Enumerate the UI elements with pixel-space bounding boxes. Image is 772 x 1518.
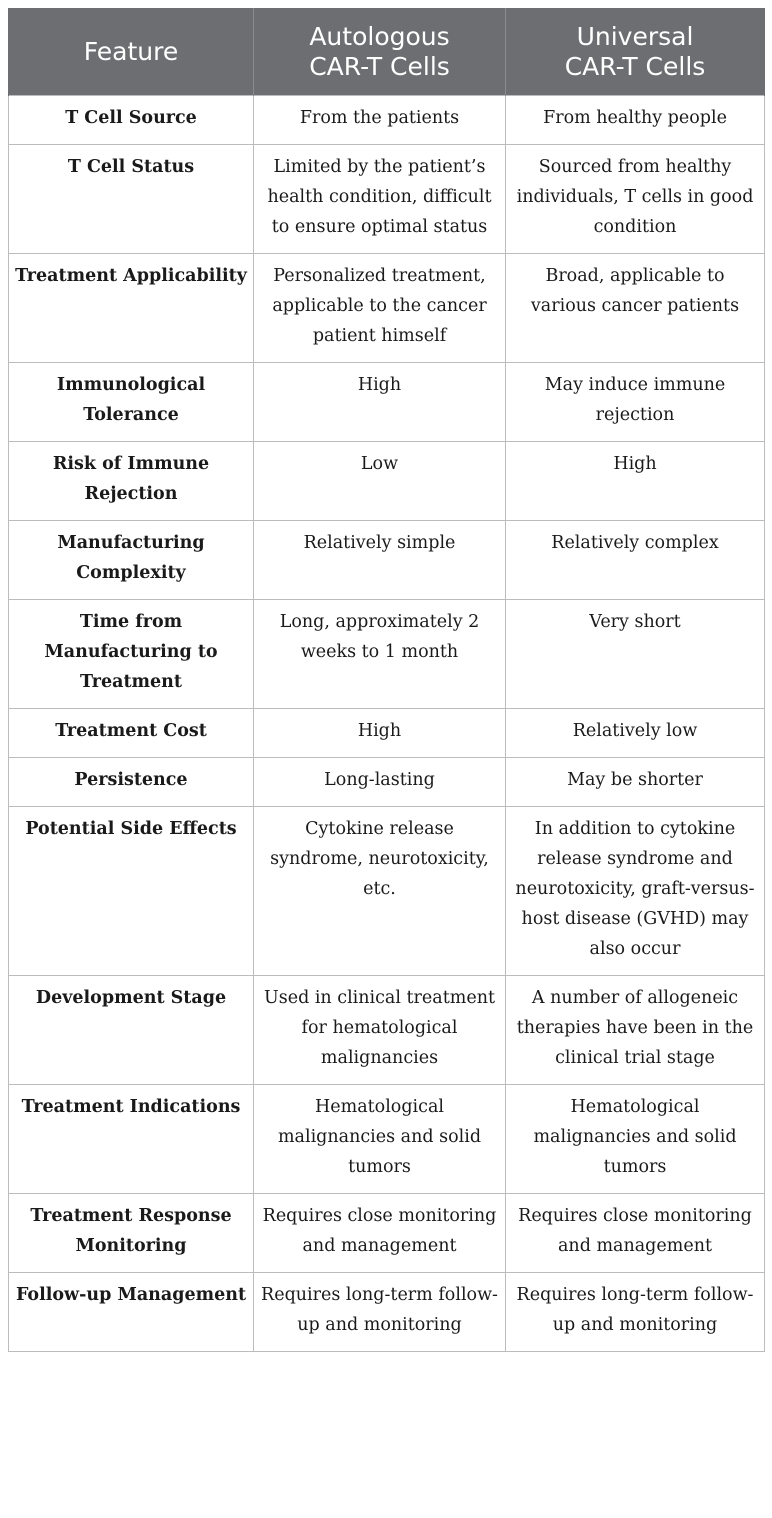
universal-cell: May induce immune rejection	[506, 363, 765, 442]
feature-cell: Follow-up Management	[9, 1273, 254, 1352]
autologous-cell: High	[254, 363, 506, 442]
autologous-cell: Hematological malignancies and solid tumors	[254, 1085, 506, 1194]
header-autologous: Autologous CAR-T Cells	[254, 8, 506, 96]
feature-cell: Persistence	[9, 758, 254, 807]
autologous-cell: Long-lasting	[254, 758, 506, 807]
table-row	[9, 442, 765, 521]
header-row	[9, 8, 765, 96]
feature-cell: T Cell Source	[9, 96, 254, 145]
universal-cell: A number of allogeneic therapies have been in the clinical trial stage	[506, 976, 765, 1085]
feature-cell: Potential Side Effects	[9, 807, 254, 976]
table-row	[9, 1194, 765, 1273]
universal-cell: Broad, applicable to various cancer patients	[506, 254, 765, 363]
feature-cell: Development Stage	[9, 976, 254, 1085]
feature-cell: T Cell Status	[9, 145, 254, 254]
autologous-cell: Requires close monitoring and management	[254, 1194, 506, 1273]
table-row	[9, 807, 765, 976]
feature-cell: Treatment Cost	[9, 709, 254, 758]
universal-cell: Requires close monitoring and management	[506, 1194, 765, 1273]
table-row	[9, 1085, 765, 1194]
feature-cell: Immunological Tolerance	[9, 363, 254, 442]
table-row	[9, 1273, 765, 1352]
universal-cell: Relatively low	[506, 709, 765, 758]
table-row	[9, 521, 765, 600]
universal-cell: May be shorter	[506, 758, 765, 807]
autologous-cell: Cytokine release syndrome, neurotoxicity, etc.	[254, 807, 506, 976]
table-row	[9, 709, 765, 758]
autologous-cell: Low	[254, 442, 506, 521]
header-feature: Feature	[9, 8, 254, 96]
table-row	[9, 600, 765, 709]
feature-cell: Treatment Response Monitoring	[9, 1194, 254, 1273]
autologous-cell: Used in clinical treatment for hematological malignancies	[254, 976, 506, 1085]
universal-cell: Requires long-term follow-up and monitoring	[506, 1273, 765, 1352]
universal-cell: Hematological malignancies and solid tumors	[506, 1085, 765, 1194]
autologous-cell: High	[254, 709, 506, 758]
feature-cell: Treatment Indications	[9, 1085, 254, 1194]
universal-cell: In addition to cytokine release syndrome and neurotoxicity, graft-versus-host disease (GVHD) may also occur	[506, 807, 765, 976]
universal-cell: High	[506, 442, 765, 521]
table-row	[9, 363, 765, 442]
universal-cell: Sourced from healthy individuals, T cells in good condition	[506, 145, 765, 254]
autologous-cell: Personalized treatment, applicable to the cancer patient himself	[254, 254, 506, 363]
universal-cell: Relatively complex	[506, 521, 765, 600]
table-row	[9, 758, 765, 807]
comparison-table	[8, 8, 765, 1352]
table-row	[9, 254, 765, 363]
autologous-cell: Long, approximately 2 weeks to 1 month	[254, 600, 506, 709]
universal-cell: Very short	[506, 600, 765, 709]
feature-cell: Time from Manufacturing to Treatment	[9, 600, 254, 709]
universal-cell: From healthy people	[506, 96, 765, 145]
feature-cell: Risk of Immune Rejection	[9, 442, 254, 521]
autologous-cell: Limited by the patient’s health condition, difficult to ensure optimal status	[254, 145, 506, 254]
table-row	[9, 976, 765, 1085]
autologous-cell: From the patients	[254, 96, 506, 145]
feature-cell: Manufacturing Complexity	[9, 521, 254, 600]
feature-cell: Treatment Applicability	[9, 254, 254, 363]
table-row	[9, 145, 765, 254]
header-universal: Universal CAR-T Cells	[506, 8, 765, 96]
comparison-table-container	[8, 8, 764, 1352]
table-row	[9, 96, 765, 145]
autologous-cell: Requires long-term follow-up and monitoring	[254, 1273, 506, 1352]
autologous-cell: Relatively simple	[254, 521, 506, 600]
